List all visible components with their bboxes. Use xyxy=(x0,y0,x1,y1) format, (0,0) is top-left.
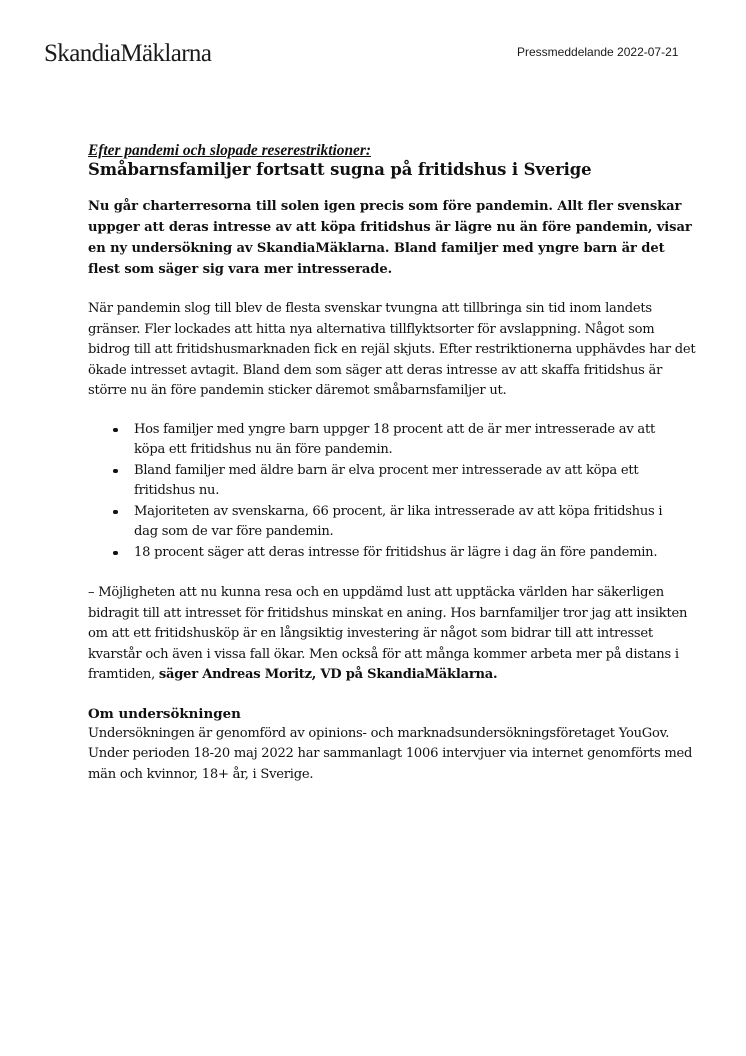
article-kicker: Efter pandemi och slopade reserestriktioner: xyxy=(88,142,372,159)
article-headline: Småbarnsfamiljer fortsatt sugna på fritidshus i Sverige xyxy=(88,160,592,179)
about-survey-text: Undersökningen är genomförd av opinions- och marknadsundersökningsföretaget YouGov. Under perioden 18-20 maj 2022 har sammanlagt 1006 intervjuer via internet genomförts med män och kvinnor, 18+ år, i Sverige. xyxy=(88,725,693,782)
list-item: Hos familjer med yngre barn uppger 18 procent att de är mer intresserade av att köpa ett fritidshus nu än före pandemin. xyxy=(134,420,698,461)
ceo-quote xyxy=(88,583,698,686)
about-survey-heading: Om undersökningen xyxy=(88,705,241,722)
article xyxy=(88,142,698,785)
findings-list xyxy=(88,420,698,564)
company-logo: SkandiaMäklarna xyxy=(44,40,212,67)
list-item: Majoriteten av svenskarna, 66 procent, är lika intresserade av att köpa fritidshus i dag som de var före pandemin. xyxy=(134,502,698,543)
list-item: 18 procent säger att deras intresse för fritidshus är lägre i dag än före pandemin. xyxy=(134,543,698,564)
article-lead: Nu går charterresorna till solen igen precis som före pandemin. Allt fler svenskar uppger att deras intresse av att köpa fritidshus är lägre nu än före pandemin, visar en ny undersökning av SkandiaMäklarna. Bland familjer med yngre barn är det flest som säger sig vara mer intresserade. xyxy=(88,199,692,277)
body-paragraph: När pandemin slog till blev de flesta svenskar tvungna att tillbringa sin tid inom landets gränser. Fler lockades att hitta nya alternativa tillflyktsorter för avslappning. Något som bidrog till att fritidshusmarknaden fick en rejäl skjuts. Efter restriktionerna upphävdes har det ökade intresset avtagit. Bland dem som säger att deras intresse av att skaffa fritidshus är större nu än före pandemin sticker däremot småbarnsfamiljer ut. xyxy=(88,301,696,398)
quote-text: – Möjligheten att nu kunna resa och en uppdämd lust att upptäcka världen har säkerligen bidragit till att intresset för fritidshus minskat en aning. Hos barnfamiljer tror jag att insikten om att ett fritidshusköp är en långsiktig investering är något som bidrar till att intresset kvarstår och även i vissa fall ökar. Men också för att många kommer arbeta mer på distans i framtiden, xyxy=(88,585,688,682)
list-item: Bland familjer med äldre barn är elva procent mer intresserade av att köpa ett fritidshus nu. xyxy=(134,461,698,502)
quote-attribution: säger Andreas Moritz, VD på SkandiaMäklarna. xyxy=(158,667,498,682)
press-release-date: Pressmeddelande 2022-07-21 xyxy=(517,45,679,59)
